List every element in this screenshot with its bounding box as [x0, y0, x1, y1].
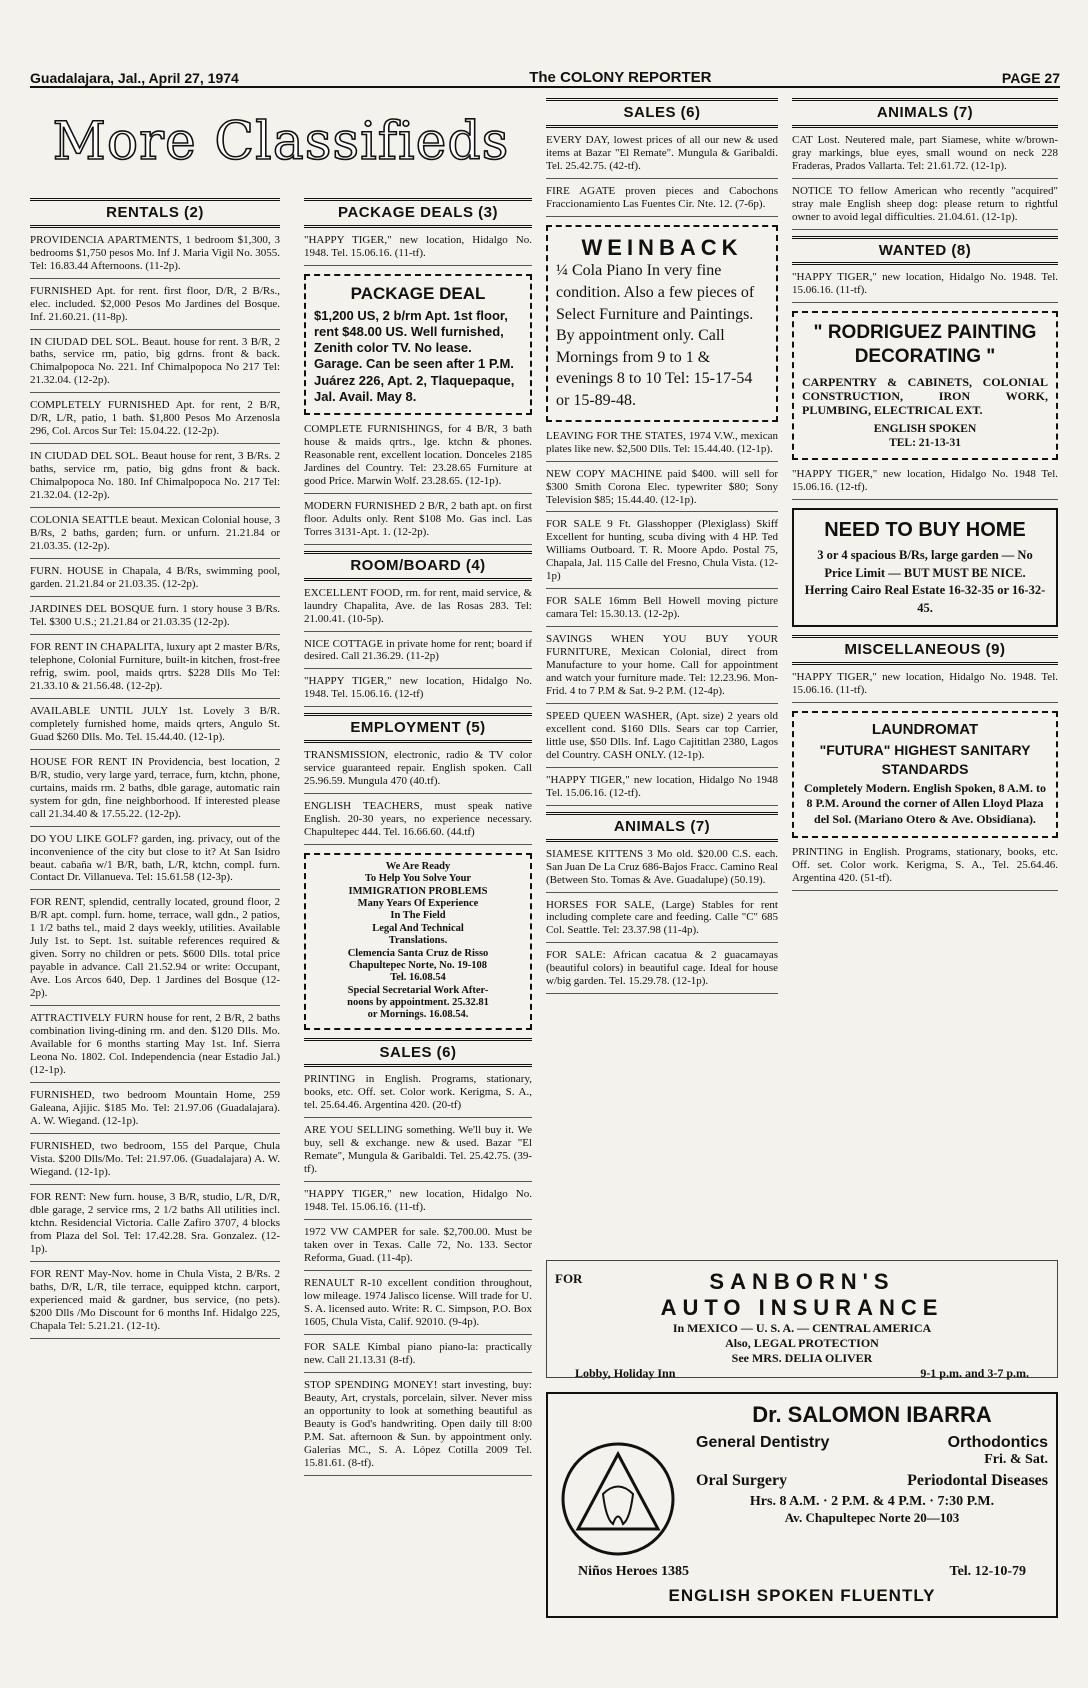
- wanted-ad-2: "HAPPY TIGER," new location, Hidalgo No. 1948 Tel. 15.06.16. (12-tf).: [792, 468, 1058, 500]
- sales-right-list: [546, 134, 778, 217]
- classified-ad: AVAILABLE UNTIL JULY 1st. Lovely 3 B/R. completely furnished home, maids qrters, Angulo St. Guad $260 Dlls. Mo. Tel. 15.44.40. (12-1p).: [30, 705, 280, 750]
- classified-ad: LEAVING FOR THE STATES, 1974 V.W., mexican plates like new. $2,500 Dlls. Tel: 15.44.40. (12-1p).: [546, 430, 778, 462]
- weinback-text: ¼ Cola Piano In very fine condition. Also a few pieces of Select Furniture and Paintings. By appointment only. Call Mornings from 9 to 1 & evenings 8 to 10 Tel: 15-17-54 or 15-89-48.: [556, 262, 755, 410]
- classified-ad: "HAPPY TIGER," new location, Hidalgo No 1948 Tel. 15.06.16. (12-tf).: [546, 774, 778, 806]
- sales-column: [546, 92, 778, 1000]
- sanborn-lobby: Lobby, Holiday Inn: [575, 1366, 676, 1380]
- sanborn-hours: 9-1 p.m. and 3-7 p.m.: [920, 1366, 1029, 1380]
- ibarra-tel: Tel. 12-10-79: [949, 1564, 1026, 1579]
- masthead-title: More Classifieds: [52, 112, 510, 172]
- sales-right-list2: [546, 430, 778, 806]
- package-deal-text: $1,200 US, 2 b/rm Apt. 1st floor, rent $48.00 US. Well furnished, Zenith color TV. No lease. Garage. Can be seen after 1 P.M. Juárez 226, Apt. 2, Tlaquepaque, Jal. Avail. May 8.: [314, 307, 515, 404]
- classified-ad: FOR SALE 9 Ft. Glasshopper (Plexiglass) Skiff Excellent for hunting, scuba diving with 4 HP. Ted Williams Outboard. T. R. Moore Apdo. Postal 75, Chapala, Jal. 115 Calle del Fresno, Chula Vista. (12-1p): [546, 518, 778, 589]
- ibarra-hours: Hrs. 8 A.M. · 2 P.M. & 4 P.M. · 7:30 P.M.: [749, 1494, 995, 1509]
- buy-home-box: [792, 508, 1058, 627]
- classified-ad: EVERY DAY, lowest prices of all our new & used items at Bazar "El Remate". Mungula & Garibaldi. Tel. 25.42.75. (42-tf).: [546, 134, 778, 179]
- classified-ad: FOR RENT: New furn. house, 3 B/R, studio, L/R, D/R, dble garage, 2 service rms, 2 1/2 baths All utilities incl. ktchn. Residencial Victoria. Calle Zafiro 3707, 4 blocks from Plaza del Sol. Tel: 17.42.28. Sra. Gonzalez. (12-1p).: [30, 1191, 280, 1262]
- buy-home-title: NEED TO BUY HOME: [824, 519, 1026, 542]
- rodriguez-tel: TEL: 21-13-31: [889, 436, 961, 449]
- rentals-heading: RENTALS (2): [30, 198, 280, 228]
- classified-ad: IN CIUDAD DEL SOL. Beaut. house for rent. 3 B/R, 2 baths, service rm, patio, big gdrns. front & back. Chimalpopoca No. 221. Inf Chimalpopoca No 217 Tel: 21.32.04. (12-2p).: [30, 336, 280, 394]
- header-date: Guadalajara, Jal., April 27, 1974: [30, 70, 239, 86]
- rentals-column: [30, 192, 280, 1345]
- immigration-box: [304, 853, 532, 1030]
- page-header: [30, 60, 1060, 88]
- classified-ad: SAVINGS WHEN YOU BUY YOUR FURNITURE, Mexican Colonial, direct from Manufacture to your home. Call for appointment and watch your furniture made. Tel: 12.23.96. Mon-Frid. 4 to 7 P.M & Sat. 9-2 P.M. (12-4p).: [546, 633, 778, 704]
- immigration-line: We Are Ready: [385, 860, 451, 872]
- sales-right-heading: SALES (6): [546, 98, 778, 128]
- classified-ad: HORSES FOR SALE, (Large) Stables for rent including complete care and feeding. Calle "C" 685 Col. Seattle. Tel: 23.37.98 (11-4p).: [546, 899, 778, 944]
- laundromat-box: [792, 711, 1058, 838]
- classified-ad: NICE COTTAGE in private home for rent; board if desired. Call 21.36.29. (11-2p): [304, 638, 532, 670]
- ibarra-ad: [546, 1392, 1058, 1618]
- immigration-line: IMMIGRATION PROBLEMS: [348, 885, 488, 897]
- classified-ad: STOP SPENDING MONEY! start investing, buy: Beauty, Art, crystals, porcelain, silver. Never miss an opportunity to look at something beautiful as Beauty is God's handwriting. Open daily till 8:00 P.M. Sat. afternoon & Sun. by appointment only. Galerias MC., S. A. López Cotilla 2009 Tel. 15.81.61. (8-tf).: [304, 1379, 532, 1476]
- laundromat-text: Completely Modern. English Spoken, 8 A.M. to 8 P.M. Around the corner of Allen Lloyd Plaza del Sol. (Mariano Otero & Ave. Obsidiana).: [803, 780, 1046, 827]
- immigration-line: Many Years Of Experience: [357, 898, 479, 910]
- package-deals-heading: PACKAGE DEALS (3): [304, 198, 532, 228]
- laundromat-title: LAUNDROMAT: [871, 720, 979, 738]
- header-paper-name: The COLONY REPORTER: [529, 69, 712, 86]
- animals-mid-heading: ANIMALS (7): [546, 812, 778, 842]
- classified-ad: FOR RENT IN CHAPALITA, luxury apt 2 master B/Rs, telephone, Colonial Furniture, built-in kitchen, frost-free refrig, swim. pool, maids qrtrs. $228 Dlls Mo Tel: 21.33.10 & 21.56.48. (12-2p).: [30, 641, 280, 699]
- classified-ad: "HAPPY TIGER," new location, Hidalgo No. 1948. Tel. 15.06.16. (11-tf).: [304, 1188, 532, 1220]
- classified-ad: NEW COPY MACHINE paid $400. will sell for $300 Smith Corona Elec. typewriter $80; Sony Television $85; 15.44.40. (12-1p).: [546, 468, 778, 513]
- classified-ad: FOR RENT May-Nov. home in Chula Vista, 2 B/Rs. 2 baths, D/R, L/R, tile terrace, equipped ktchn. carport, experienced maid & gardner, bus service, (no pets). $200 Dlls /Mo Discount for 6 months Inf. Hidalgo 225, Chapala Tel: 5.21.21. (12-1t).: [30, 1268, 280, 1339]
- room-board-heading: ROOM/BOARD (4): [304, 551, 532, 581]
- ibarra-street: Niños Heroes 1385: [578, 1564, 689, 1579]
- sanborn-for: FOR: [555, 1271, 583, 1286]
- classified-ad: COMPLETE FURNISHINGS, for 4 B/R, 3 bath house & maids qrtrs., lge. ktchn & phones. Reasonable rent, excellent location. Donceles 2185 Jardines del Country. Tel: 23.28.65 Furniture at good Price. Marwin Wolf. 23.28.65. (12-1p).: [304, 423, 532, 494]
- ibarra-general: General Dentistry: [696, 1434, 830, 1451]
- classified-ad: JARDINES DEL BOSQUE furn. 1 story house 3 B/Rs. Tel. $300 U.S.; 21.21.84 or 21.03.35 (12-2p).: [30, 603, 280, 635]
- sales-mid-heading: SALES (6): [304, 1038, 532, 1068]
- sanborn-line2: Also, LEGAL PROTECTION: [725, 1336, 879, 1350]
- classified-ad: "HAPPY TIGER," new location, Hidalgo No. 1948. Tel. 15.06.16. (12-tf): [304, 675, 532, 707]
- classified-ad: COMPLETELY FURNISHED Apt. for rent, 2 B/R, D/R, L/R, patio, 1 bath. $1,800 Pesos Mo Arzenosla 296, Col. Arcos Sur Tel: 15.04.22. (12-2p).: [30, 399, 280, 444]
- middle-column: [304, 192, 532, 1482]
- immigration-line: Legal And Technical: [372, 922, 464, 934]
- immigration-line: Tel. 16.08.54: [390, 972, 446, 984]
- package-deals-top-ad: "HAPPY TIGER," new location, Hidalgo No. 1948. Tel. 15.06.16. (11-tf).: [304, 234, 532, 266]
- rodriguez-text: CARPENTRY & CABINETS, COLONIAL CONSTRUCTION, IRON WORK, PLUMBING, ELECTRICAL EXT.: [802, 374, 1048, 417]
- rodriguez-title: " RODRIGUEZ PAINTING DECORATING ": [813, 322, 1037, 367]
- classified-ad: HOUSE FOR RENT IN Providencia, best location, 2 B/R, studio, very large yard, terrace, furn, ktchn, phone, curtains, maids rm. 2 baths, dble garage, automatic rain system for gdn, fine neighborhood. If interested please call 21.34.40 & 17.55.22. (12-2p).: [30, 756, 280, 827]
- classified-ad: CAT Lost. Neutered male, part Siamese, white w/brown-gray markings, blue eyes, small wound on neck 228 Fraderas, Prados Vallarta. Tel: 21.61.72. (12-1p).: [792, 134, 1058, 179]
- rentals-list: [30, 234, 280, 1339]
- package-deal-box: [304, 274, 532, 416]
- room-board-list: [304, 587, 532, 708]
- classified-ad: RENAULT R-10 excellent condition throughout, low mileage. 1974 Jalisco license. Will trade for U. S. A. licensed auto. Write: R. C. Simpson, P.O. Box 1605, Chula Vista, Calif. 92010. (9-4p).: [304, 1277, 532, 1335]
- ibarra-periodontal: Periodontal Diseases: [907, 1472, 1048, 1489]
- ibarra-spoken: ENGLISH SPOKEN FLUENTLY: [668, 1586, 936, 1605]
- employment-list: [304, 749, 532, 845]
- sanborn-line1: In MEXICO — U. S. A. — CENTRAL AMERICA: [672, 1321, 932, 1335]
- immigration-line: Clemencia Santa Cruz de Risso: [347, 947, 489, 959]
- sanborn-title2: AUTO INSURANCE: [660, 1295, 944, 1320]
- classified-ad: NOTICE TO fellow American who recently "acquired" stray male English sheep dog: please return to rightful owner to avoid legal difficulties. 21.04.61. (12-1p).: [792, 185, 1058, 230]
- ibarra-oral-surgery: Oral Surgery: [696, 1472, 788, 1489]
- classified-ad: IN CIUDAD DEL SOL. Beaut house for rent, 3 B/Rs. 2 baths, service rm, patio, big gdns front & back. Chimalpopoca No. 180. Inf Chimalpopoca No. 217 Tel: 21.32.04. (12-2p).: [30, 450, 280, 508]
- immigration-line: or Mornings. 16.08.54.: [367, 1009, 469, 1021]
- classified-ad: 1972 VW CAMPER for sale. $2,700.00. Must be taken over in Texas. Calle 72, No. 133. Sector Reforma, Guad. (11-4p).: [304, 1226, 532, 1271]
- immigration-line: To Help You Solve Your: [364, 873, 472, 885]
- ibarra-name: Dr. SALOMON IBARRA: [752, 1402, 992, 1427]
- classified-ad: FOR SALE 16mm Bell Howell moving picture camara Tel: 15.30.13. (12-2p).: [546, 595, 778, 627]
- animals-right-heading: ANIMALS (7): [792, 98, 1058, 128]
- sanborn-title1: SANBORN'S: [709, 1269, 895, 1294]
- ibarra-orthodontics: Orthodontics: [947, 1434, 1048, 1451]
- classified-ad: ARE YOU SELLING something. We'll buy it. We buy, sell & exchange. new & used. Bazar "El Remate", Mungula & Garibaldi. Tel. 25.42.75. (39-tf).: [304, 1124, 532, 1182]
- immigration-line: In The Field: [390, 910, 446, 922]
- right-column: [792, 92, 1058, 897]
- classified-ad: FURN. HOUSE in Chapala, 4 B/Rs, swimming pool, garden. 21.21.84 or 21.03.35. (12-2p).: [30, 565, 280, 597]
- immigration-line: Translations.: [388, 935, 448, 947]
- classified-ad: EXCELLENT FOOD, rm. for rent, maid service, & laundry Chapalita, Ave. de las Rosas 283. Tel: 21.00.41. (10-5p).: [304, 587, 532, 632]
- classified-ad: FOR RENT, splendid, centrally located, ground floor, 2 B/R apt. compl. furn. home, terrace, wall gdn., 2 patios, 1 1/2 baths tel., maid 2 days weekly, utilities. Available July 1st. to Sept. 1st. suitable references required & given. Sorry no children or pets. $600 Dlls. total price payable in advance. Call 21.52.94 or write: Occupant, Ave. Los Arcos 640, Dep. 1 Jardines del Bosque (12-2p).: [30, 896, 280, 1006]
- classified-ad: FIRE AGATE proven pieces and Cabochons Fraccionamiento Las Fuentes Cir. Nte. 12. (7-6p).: [546, 185, 778, 217]
- animals-right-list: [792, 134, 1058, 230]
- classified-ad: DO YOU LIKE GOLF? garden, ing. privacy, out of the inconvenience of the city but close to it? At San Isidro beaut. cabaña w/1 B/R, bath, L/R, ktchn, compl. furn. Contact Dr. Villanueva. Tel: 15.61.58 (12-3p).: [30, 833, 280, 891]
- package-deal-title: PACKAGE DEAL: [350, 283, 486, 303]
- wanted-ad: "HAPPY TIGER," new location, Hidalgo No. 1948. Tel. 15.06.16. (11-tf).: [792, 271, 1058, 303]
- sales-mid-list: [304, 1073, 532, 1475]
- buy-home-text: 3 or 4 spacious B/Rs, large garden — No Price Limit — BUT MUST BE NICE. Herring Cairo Real Estate 16-32-35 or 16-32-45.: [804, 548, 1046, 615]
- classified-ad: ENGLISH TEACHERS, must speak native English. 20-30 years, no experience necessary. Chapultepec 444. Tel. 16.66.60. (44.tf): [304, 800, 532, 845]
- classified-ad: MODERN FURNISHED 2 B/R, 2 bath apt. on first floor. Adults only. Rent $108 Mo. Gas incl. Las Torres 3131-Apt. 1. (12-2p).: [304, 500, 532, 545]
- immigration-line: noons by appointment. 25.32.81: [347, 997, 489, 1009]
- employment-heading: EMPLOYMENT (5): [304, 713, 532, 743]
- classified-ad: FOR SALE: African cacatua & 2 guacamayas (beautiful colors) in beautiful cage. Ideal for house w/big garden. Tel. 15.29.78. (12-1p).: [546, 949, 778, 994]
- classified-ad: PROVIDENCIA APARTMENTS, 1 bedroom $1,300, 3 bedrooms $1,750 pesos Mo. Inf J. Maria Vigil No. 3055. Tel: 16.83.44 Afternoons. (11-2p).: [30, 234, 280, 279]
- classified-ad: FOR SALE Kimbal piano piano-la: practically new. Call 21.13.31 (8-tf).: [304, 1341, 532, 1373]
- ibarra-address: Av. Chapultepec Norte 20—103: [784, 1510, 960, 1525]
- immigration-lines: [312, 861, 524, 1022]
- classified-ad: PRINTING in English. Programs, stationary, books, etc. Off. set. Color work. Kerigma, S. A., tel. 25.64.46. Argentina 420. (20-tf): [304, 1073, 532, 1118]
- sanborn-line3: See MRS. DELIA OLIVER: [731, 1351, 873, 1365]
- classified-ad: COLONIA SEATTLE beaut. Mexican Colonial house, 3 B/Rs, 2 baths, garden; furn. or unfurn. 21.21.84 or 21.03.35. (12-2p).: [30, 514, 280, 559]
- rodriguez-box: [792, 311, 1058, 460]
- classified-ad: ATTRACTIVELY FURN house for rent, 2 B/R, 2 baths combination living-dining rm. and den. $120 Dlls. Mo. Available for 6 months starting May 1st. Inf. Sierra Leona No. 1802. Col. Independencia (near Estadio Jal.) (12-1p).: [30, 1012, 280, 1083]
- weinback-title: WEINBACK: [581, 234, 743, 260]
- misc-printing-ad: PRINTING in English. Programs, stationary, books, etc. Off. set. Color work. Kerigma, S. A., Tel. 25.64.46. Argentina 420. (51-tf).: [792, 846, 1058, 891]
- classified-ad: TRANSMISSION, electronic, radio & TV color service guaranteed repair. English spoken. Call 25.96.59. Mungula 470 (40.tf).: [304, 749, 532, 794]
- dental-emblem-icon: [558, 1434, 678, 1564]
- rodriguez-spoken: ENGLISH SPOKEN: [873, 423, 977, 436]
- animals-mid-list: [546, 848, 778, 995]
- misc-heading: MISCELLANEOUS (9): [792, 635, 1058, 665]
- classified-ad: FURNISHED, two bedroom Mountain Home, 259 Galeana, Ajijic. $185 Mo. Tel: 21.97.06 (Guadalajara). A. W. Wiegand. (12-1p).: [30, 1089, 280, 1134]
- wanted-heading: WANTED (8): [792, 236, 1058, 266]
- header-page-number: PAGE 27: [1001, 70, 1060, 86]
- classified-ad: FURNISHED, two bedroom, 155 del Parque, Chula Vista. $200 Dlls/Mo. Tel: 21.97.06. (Guadalajara) A. W. Wiegand. (12-1p).: [30, 1140, 280, 1185]
- laundromat-sub: "FUTURA" HIGHEST SANITARY STANDARDS: [819, 742, 1031, 777]
- immigration-line: Special Secretarial Work After-: [347, 984, 489, 996]
- ibarra-days: Fri. & Sat.: [984, 1452, 1048, 1467]
- classified-ad: SIAMESE KITTENS 3 Mo old. $20.00 C.S. each. San Juan De La Cruz 686-Bajos Fracc. Camino Real (Between Sto. Tomas & Ave. Guadalupe) (50.19).: [546, 848, 778, 893]
- weinback-box: [546, 225, 778, 422]
- misc-ad: "HAPPY TIGER," new location, Hidalgo No. 1948. Tel. 15.06.16. (11-tf).: [792, 671, 1058, 703]
- classified-ad: SPEED QUEEN WASHER, (Apt. size) 2 years old excellent cond. $160 Dlls. Sears car top Carrier, little use, $50 Dlls. Inf. Lago Cajititlan 2380, Lagos del Country. CASH ONLY. (12-1p).: [546, 710, 778, 768]
- classified-ad: FURNISHED Apt. for rent. first floor, D/R, 2 B/Rs., elec. included. $2,000 Pesos Mo Jardines del Bosque. Inf. 21.60.21. (11-8p).: [30, 285, 280, 330]
- package-deals-list: [304, 423, 532, 545]
- sanborn-ad: [546, 1260, 1058, 1378]
- immigration-line: Chapultepec Norte, No. 19-108: [349, 959, 487, 971]
